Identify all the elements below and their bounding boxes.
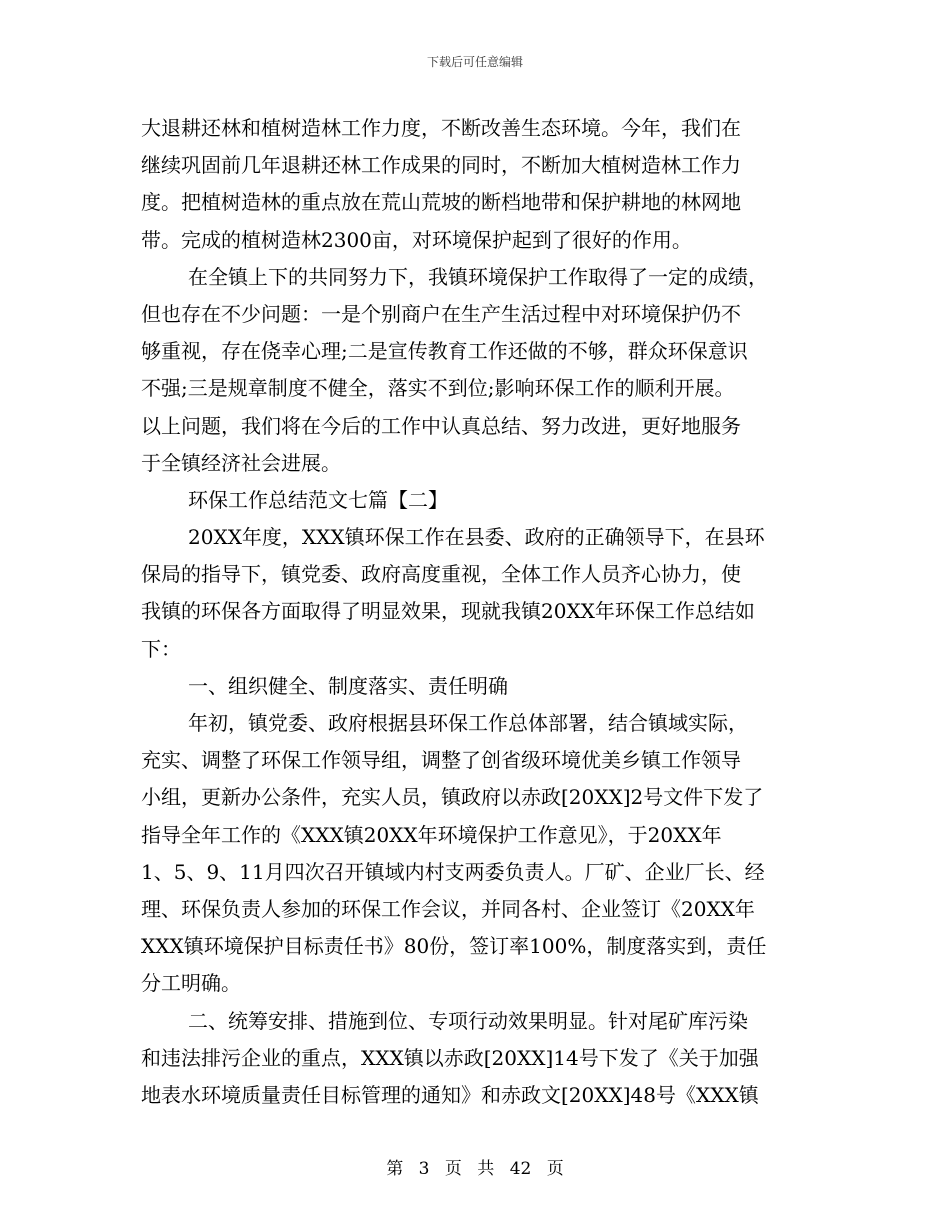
text-line: 带。完成的植树造林2300亩，对环境保护起到了很好的作用。 xyxy=(141,227,692,252)
text-line: 够重视，存在侥幸心理;二是宣传教育工作还做的不够，群众环保意识 xyxy=(141,339,748,364)
text-line: 继续巩固前几年退耕还林工作成果的同时，不断加大植树造林工作力 xyxy=(141,153,741,178)
text-line: 20XX年度，XXX镇环保工作在县委、政府的正确领导下，在县环 xyxy=(188,525,765,550)
text-line: 以上问题，我们将在今后的工作中认真总结、努力改进，更好地服务 xyxy=(141,413,741,438)
text-line: 不强;三是规章制度不健全，落实不到位;影响环保工作的顺利开展。 xyxy=(141,376,735,401)
text-line: XXX镇环境保护目标责任书》80份，签订率100%，制度落实到，责任 xyxy=(141,934,767,959)
text-line: 理、环保负责人参加的环保工作会议，并同各村、企业签订《20XX年 xyxy=(141,896,755,921)
text-line: 1、5、9、11月四次召开镇域内村支两委负责人。厂矿、企业厂长、经 xyxy=(141,859,765,884)
text-line: 地表水环境质量责任目标管理的通知》和赤政文[20XX]48号《XXX镇 xyxy=(141,1082,759,1107)
footer-label-gong: 共 xyxy=(477,1159,495,1179)
text-line: 但也存在不少问题：一是个别商户在生产生活过程中对环境保护仍不 xyxy=(141,301,741,326)
text-line: 指导全年工作的《XXX镇20XX年环境保护工作意见》，于20XX年 xyxy=(141,822,722,847)
text-line: 下： xyxy=(141,636,181,661)
footer-current-page: 3 xyxy=(418,1159,430,1179)
text-line: 我镇的环保各方面取得了明显效果，现就我镇20XX年环保工作总结如 xyxy=(141,599,755,624)
text-line: 大退耕还林和植树造林工作力度，不断改善生态环境。今年，我们在 xyxy=(141,116,741,140)
text-line: 一、组织健全、制度落实、责任明确 xyxy=(188,673,508,698)
footer-label-ye-2: 页 xyxy=(546,1159,564,1179)
text-line: 和违法排污企业的重点，XXX镇以赤政[20XX]14号下发了《关于加强 xyxy=(141,1045,759,1070)
text-line: 环保工作总结范文七篇【二】 xyxy=(188,487,448,512)
document-body xyxy=(141,110,813,1114)
text-line: 在全镇上下的共同努力下，我镇环境保护工作取得了一定的成绩， xyxy=(188,264,768,289)
page-header: 下载后可任意编辑 xyxy=(426,55,523,69)
text-line: 年初，镇党委、政府根据县环保工作总体部署，结合镇域实际， xyxy=(188,711,748,735)
text-line: 分工明确。 xyxy=(141,971,241,996)
footer-label-di: 第 xyxy=(386,1159,404,1179)
text-line: 充实、调整了环保工作领导组，调整了创省级环境优美乡镇工作领导 xyxy=(141,748,741,773)
text-line: 保局的指导下，镇党委、政府高度重视，全体工作人员齐心协力，使 xyxy=(141,562,741,587)
text-line: 小组，更新办公条件，充实人员，镇政府以赤政[20XX]2号文件下发了 xyxy=(141,785,764,810)
text-line: 于全镇经济社会进展。 xyxy=(141,450,341,475)
footer-total-pages: 42 xyxy=(509,1159,532,1179)
text-line: 二、统筹安排、措施到位、专项行动效果明显。针对尾矿库污染 xyxy=(188,1008,748,1033)
text-line: 度。把植树造林的重点放在荒山荒坡的断档地带和保护耕地的林网地 xyxy=(141,190,741,215)
footer-label-ye: 页 xyxy=(444,1159,462,1179)
page-footer xyxy=(0,1154,950,1179)
